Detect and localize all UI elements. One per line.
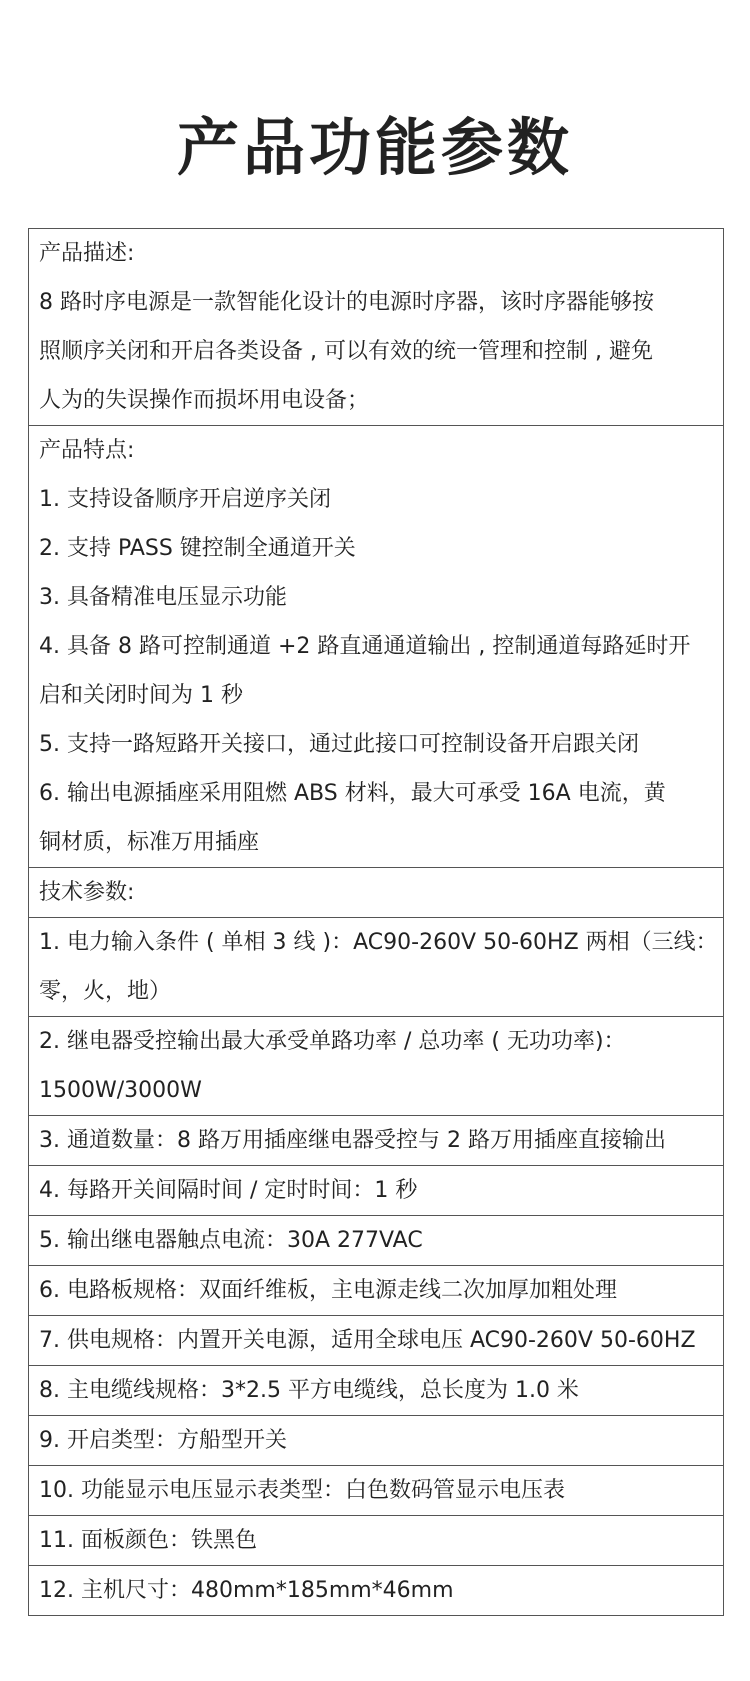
spec-row-cable (29, 1365, 723, 1415)
specs-heading-row (29, 867, 723, 917)
spec-row-relay-current (29, 1215, 723, 1265)
features-heading: 产品特点: (39, 438, 135, 463)
spec-text: 1. 电力输入条件 ( 单相 3 线 )：AC90-260V 50-60HZ 两相（三线： (39, 930, 718, 955)
spec-text: 2. 继电器受控输出最大承受单路功率 / 总功率 ( 无功功率)： (39, 1029, 626, 1054)
spec-text: 6. 电路板规格：双面纤维板，主电源走线二次加厚加粗处理 (39, 1278, 617, 1303)
spec-row-relay-power (29, 1016, 723, 1115)
spec-text: 7. 供电规格：内置开关电源，适用全球电压 AC90-260V 50-60HZ (39, 1328, 696, 1353)
spec-row-power-input (29, 917, 723, 1016)
page-title: 产品功能参数 (176, 111, 573, 184)
features-section (29, 425, 723, 867)
feature-line: 2. 支持 PASS 键控制全通道开关 (39, 536, 356, 561)
feature-line: 4. 具备 8 路可控制通道 +2 路直通通道输出 , 控制通道每路延时开 (39, 634, 691, 659)
spec-row-switch-type (29, 1415, 723, 1465)
feature-line: 铜材质，标准万用插座 (39, 830, 260, 855)
spec-text: 8. 主电缆线规格：3*2.5 平方电缆线，总长度为 1.0 米 (39, 1378, 579, 1403)
description-line: 8 路时序电源是一款智能化设计的电源时序器，该时序器能够按 (39, 290, 654, 315)
feature-line: 6. 输出电源插座采用阻燃 ABS 材料，最大可承受 16A 电流，黄 (39, 781, 666, 806)
description-line: 人为的失误操作而损坏用电设备； (39, 388, 370, 413)
description-line: 照顺序关闭和开启各类设备 , 可以有效的统一管理和控制 , 避免 (39, 339, 653, 364)
spec-text: 12. 主机尺寸：480mm*185mm*46mm (39, 1578, 454, 1603)
feature-line: 5. 支持一路短路开关接口，通过此接口可控制设备开启跟关闭 (39, 732, 639, 757)
spec-row-interval (29, 1165, 723, 1215)
spec-text: 11. 面板颜色：铁黑色 (39, 1528, 257, 1553)
spec-row-panel-color (29, 1515, 723, 1565)
spec-row-channels (29, 1115, 723, 1165)
spec-row-voltmeter (29, 1465, 723, 1515)
specs-heading: 技术参数: (39, 880, 135, 905)
spec-row-circuit-board (29, 1265, 723, 1315)
spec-row-power-supply (29, 1315, 723, 1365)
spec-row-dimensions (29, 1565, 723, 1615)
spec-text: 1500W/3000W (39, 1078, 202, 1103)
spec-text: 零，火，地） (39, 979, 172, 1004)
spec-text: 4. 每路开关间隔时间 / 定时时间：1 秒 (39, 1178, 418, 1203)
spec-text: 9. 开启类型：方船型开关 (39, 1428, 287, 1453)
spec-text: 3. 通道数量：8 路万用插座继电器受控与 2 路万用插座直接输出 (39, 1128, 666, 1153)
spec-text: 10. 功能显示电压显示表类型：白色数码管显示电压表 (39, 1478, 565, 1503)
spec-table (28, 228, 724, 1616)
spec-text: 5. 输出继电器触点电流：30A 277VAC (39, 1228, 423, 1253)
feature-line: 3. 具备精准电压显示功能 (39, 585, 287, 610)
feature-line: 启和关闭时间为 1 秒 (39, 683, 243, 708)
feature-line: 1. 支持设备顺序开启逆序关闭 (39, 487, 331, 512)
description-heading: 产品描述: (39, 241, 135, 266)
description-section (29, 229, 723, 425)
